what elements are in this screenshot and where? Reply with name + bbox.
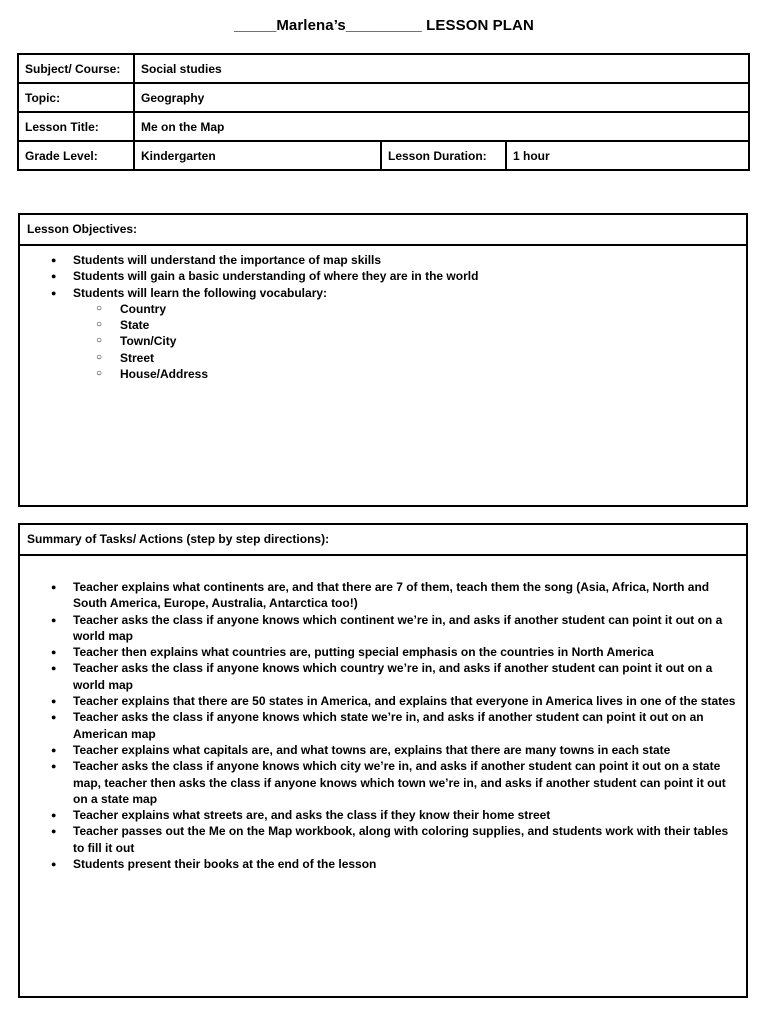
summary-heading: Summary of Tasks/ Actions (step by step directions): [20,525,746,556]
objective-item: ● Students will understand the importance of map skills [20,252,746,268]
summary-item: ● Teacher asks the class if anyone knows which continent we’re in, and asks if another student can point it out on a world map [20,612,746,645]
lesson-info-table [17,53,750,171]
summary-item: ● Teacher explains what continents are, and that there are 7 of them, teach them the song (Asia, Africa, North and South America, Europe, Australia, Antarctica too!) [20,579,746,612]
objective-item: ● Students will gain a basic understanding of where they are in the world [20,268,746,284]
vocabulary-item: ○ Street [73,350,736,366]
summary-item: ● Teacher passes out the Me on the Map workbook, along with coloring supplies, and students work with their tables to fill it out [20,823,746,856]
summary-item: ● Teacher explains what capitals are, and what towns are, explains that there are many towns in each state [20,742,746,758]
subject-label: Subject/ Course: [18,54,134,83]
objectives-heading: Lesson Objectives: [20,215,746,246]
vocabulary-item: ○ House/Address [73,366,736,382]
summary-list [20,579,746,872]
summary-box [18,523,748,998]
lesson-title-value: Me on the Map [134,112,749,141]
summary-item: ● Teacher asks the class if anyone knows which country we’re in, and asks if another student can point it out on a world map [20,660,746,693]
vocabulary-item: ○ State [73,317,736,333]
subject-row [18,54,749,83]
grade-label: Grade Level: [18,141,134,170]
objective-item [20,285,746,383]
objective-item-text: Students will learn the following vocabulary: [73,285,328,300]
objectives-box [18,213,748,507]
summary-item: ● Teacher then explains what countries are, putting special emphasis on the countries in North America [20,644,746,660]
summary-item: ● Students present their books at the end of the lesson [20,856,746,872]
lesson-title-label: Lesson Title: [18,112,134,141]
summary-item: ● Teacher asks the class if anyone knows which city we’re in, and asks if another student can point it out on a state map, teacher then asks the class if anyone knows which town we’re in, and asks if another student can point it out on a state map [20,758,746,807]
summary-item: ● Teacher asks the class if anyone knows which state we’re in, and asks if another student can point it out on an American map [20,709,746,742]
subject-value: Social studies [134,54,749,83]
duration-label: Lesson Duration: [381,141,506,170]
grade-value: Kindergarten [134,141,381,170]
vocabulary-item: ○ Country [73,301,736,317]
lesson-title-row [18,112,749,141]
topic-label: Topic: [18,83,134,112]
topic-row [18,83,749,112]
page-title: _____Marlena’s_________ LESSON PLAN [234,17,534,34]
vocabulary-list [73,301,736,382]
topic-value: Geography [134,83,749,112]
grade-duration-row [18,141,749,170]
summary-item: ● Teacher explains what streets are, and asks the class if they know their home street [20,807,746,823]
summary-item: ● Teacher explains that there are 50 states in America, and explains that everyone in America lives in one of the states [20,693,746,709]
duration-value: 1 hour [506,141,749,170]
vocabulary-item: ○ Town/City [73,333,736,349]
objectives-list [20,252,746,382]
